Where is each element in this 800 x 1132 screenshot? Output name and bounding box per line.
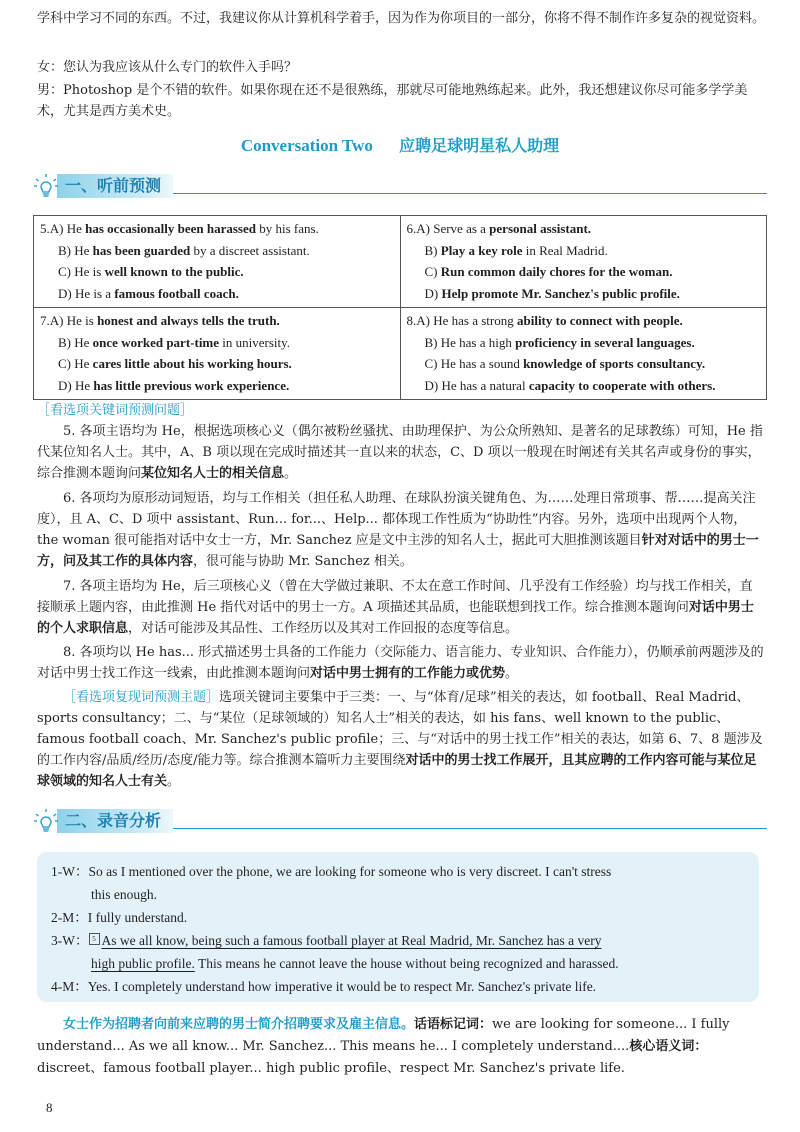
intro-paragraph-2: 女：您认为我应该从什么专门的软件入手吗？ bbox=[37, 60, 298, 75]
analysis-q5: 5. 各项主语均为 He，根据选项核心义（偶尔被粉丝骚扰、由助理保护、为公众所熟知、是著名的足球教练）可知，He 指代某位知名人士。其中，A、B 项以现在完成时描述其一直以来的状态，C、D 项以一般现在时阐述有关其名声或身份的事实，综合推测本题询问某位知名人士的相关信息。 bbox=[37, 424, 763, 481]
intro-paragraph-1: 学科中学习不同的东西。不过，我建议你从计算机科学着手，因为作为你项目的一部分，你将不得不制作许多复杂的视觉资料。 bbox=[37, 11, 766, 26]
option-a: 8.A) He has a strong ability to connect with people. bbox=[406, 313, 683, 328]
question-6 bbox=[400, 216, 767, 308]
analysis-q8: 8. 各项均以 He has... 形式描述男士具备的工作能力（交际能力、语言能力、专业知识、合作能力），仍顺承前两题涉及的对话中男士找工作这一线索，由此推测本题询问对话中男士拥有的工作能力或优势。 bbox=[37, 645, 764, 681]
section-header-prediction bbox=[33, 173, 767, 201]
option-c: C) He is well known to the public. bbox=[58, 264, 244, 279]
option-a: 7.A) He is honest and always tells the truth. bbox=[40, 313, 280, 328]
transcript-line-1: 1-W：So as I mentioned over the phone, we are looking for someone who is very discreet. I can't stress this enough. bbox=[51, 864, 612, 902]
question-8 bbox=[400, 308, 767, 400]
option-d: D) He is a famous football coach. bbox=[58, 285, 239, 301]
option-b: B) He has been guarded by a discreet assistant. bbox=[58, 242, 310, 258]
option-d: D) Help promote Mr. Sanchez's public profile. bbox=[424, 285, 680, 301]
option-a: 5.A) He has occasionally been harassed by his fans. bbox=[40, 221, 319, 236]
conversation-title-en: Conversation Two bbox=[240, 136, 373, 155]
lightbulb-icon bbox=[33, 173, 59, 199]
transcript-box bbox=[37, 852, 759, 1002]
question-7 bbox=[34, 308, 401, 400]
option-b: B) He once worked part-time in university. bbox=[58, 334, 291, 350]
option-c: C) Run common daily chores for the woman. bbox=[424, 264, 673, 279]
options-table bbox=[33, 215, 767, 400]
option-c: C) He cares little about his working hours. bbox=[58, 356, 292, 371]
question-5 bbox=[34, 216, 401, 308]
page-number: 8 bbox=[46, 1100, 53, 1115]
conversation-title-cn: 应聘足球明星私人助理 bbox=[399, 136, 560, 155]
analysis-theme: ［看选项复现词预测主题］选项关键词主要集中于三类：一、与“体育/足球”相关的表达，如 football、Real Madrid、sports consultancy；二、与“某位（足球领域的）知名人士”相关的表达，如 his fans、well known to the public、famous football coach、Mr. Sanchez's public profile；三、与“对话中的男士找工作”相关的表达，如第 6、7、8 题涉及的工作内容/品质/经历/态度/能力等。综合推测本篇听力主要围绕对话中的男士找工作展开，且其应聘的工作内容可能与某位足球领域的知名人士有关。 bbox=[37, 690, 763, 789]
intro-paragraph-3: 男：Photoshop 是个不错的软件。如果你现在还不是很熟练，那就尽可能地熟练起来。此外，我还想建议你尽可能多学学美术，尤其是西方美术史。 bbox=[37, 83, 748, 119]
option-d: D) He has little previous work experience. bbox=[58, 377, 290, 393]
analysis-q6: 6. 各项均为原形动词短语，均与工作相关（担任私人助理、在球队扮演关键角色、为……处理日常琐事、帮……提高关注度），且 A、C、D 项中 assistant、Run... for...、Help... 都体现工作性质为“协助性”内容。另外，选项中出现两个人物，the woman 很可能指对话中女士一方，Mr. Sanchez 应是文中主涉的知名人士，据此可大胆推测该题目针对对话中的男士一方，问及其工作的具体内容，很可能与协助 Mr. Sanchez 相关。 bbox=[37, 491, 759, 569]
lightbulb-icon bbox=[33, 808, 59, 834]
conversation-title bbox=[0, 133, 800, 156]
analysis-q7: 7. 各项主语均为 He，后三项核心义（曾在大学做过兼职、不太在意工作时间、几乎没有工作经验）均与找工作相关，直接顺承上题内容，由此推测 He 指代对话中的男士一方。A 项描述其品质，也能联想到找工作。综合推测本题询问对话中男士的个人求职信息，对话可能涉及其品性、工作经历以及其对工作回报的态度等信息。 bbox=[37, 579, 754, 636]
option-c: C) He has a sound knowledge of sports consultancy. bbox=[424, 356, 706, 371]
analysis-tag-keywords: ［看选项关键词预测问题］ bbox=[37, 403, 194, 418]
option-b: B) He has a high proficiency in several languages. bbox=[424, 334, 695, 350]
transcript-line-4: 4-M：Yes. I completely understand how imperative it would be to respect Mr. Sanchez's private life. bbox=[51, 979, 597, 994]
option-b: B) Play a key role in Real Madrid. bbox=[424, 242, 608, 258]
transcript-line-2: 2-M：I fully understand. bbox=[51, 910, 188, 925]
option-a: 6.A) Serve as a personal assistant. bbox=[406, 221, 592, 236]
transcript-line-3: 3-W： 5 As we all know, being such a famous football player at Real Madrid, Mr. Sanchez has a very high public profile. This means he cannot leave the house without being recognized and harassed. bbox=[51, 933, 619, 971]
option-d: D) He has a natural capacity to cooperate with others. bbox=[424, 377, 716, 393]
section-header-audio-analysis bbox=[33, 808, 767, 836]
section-title: 二、录音分析 bbox=[57, 809, 173, 833]
section-title: 一、听前预测 bbox=[57, 174, 173, 198]
question-marker: 5 bbox=[89, 933, 100, 945]
summary-paragraph: 女士作为招聘者向前来应聘的男士简介招聘要求及雇主信息。话语标记词：we are looking for someone... I fully understand... As we all know... Mr. Sanchez... This means he... I completely understand....核心语义词：discreet、famous football player... high public profile、respect Mr. Sanchez's private life. bbox=[37, 1017, 730, 1076]
